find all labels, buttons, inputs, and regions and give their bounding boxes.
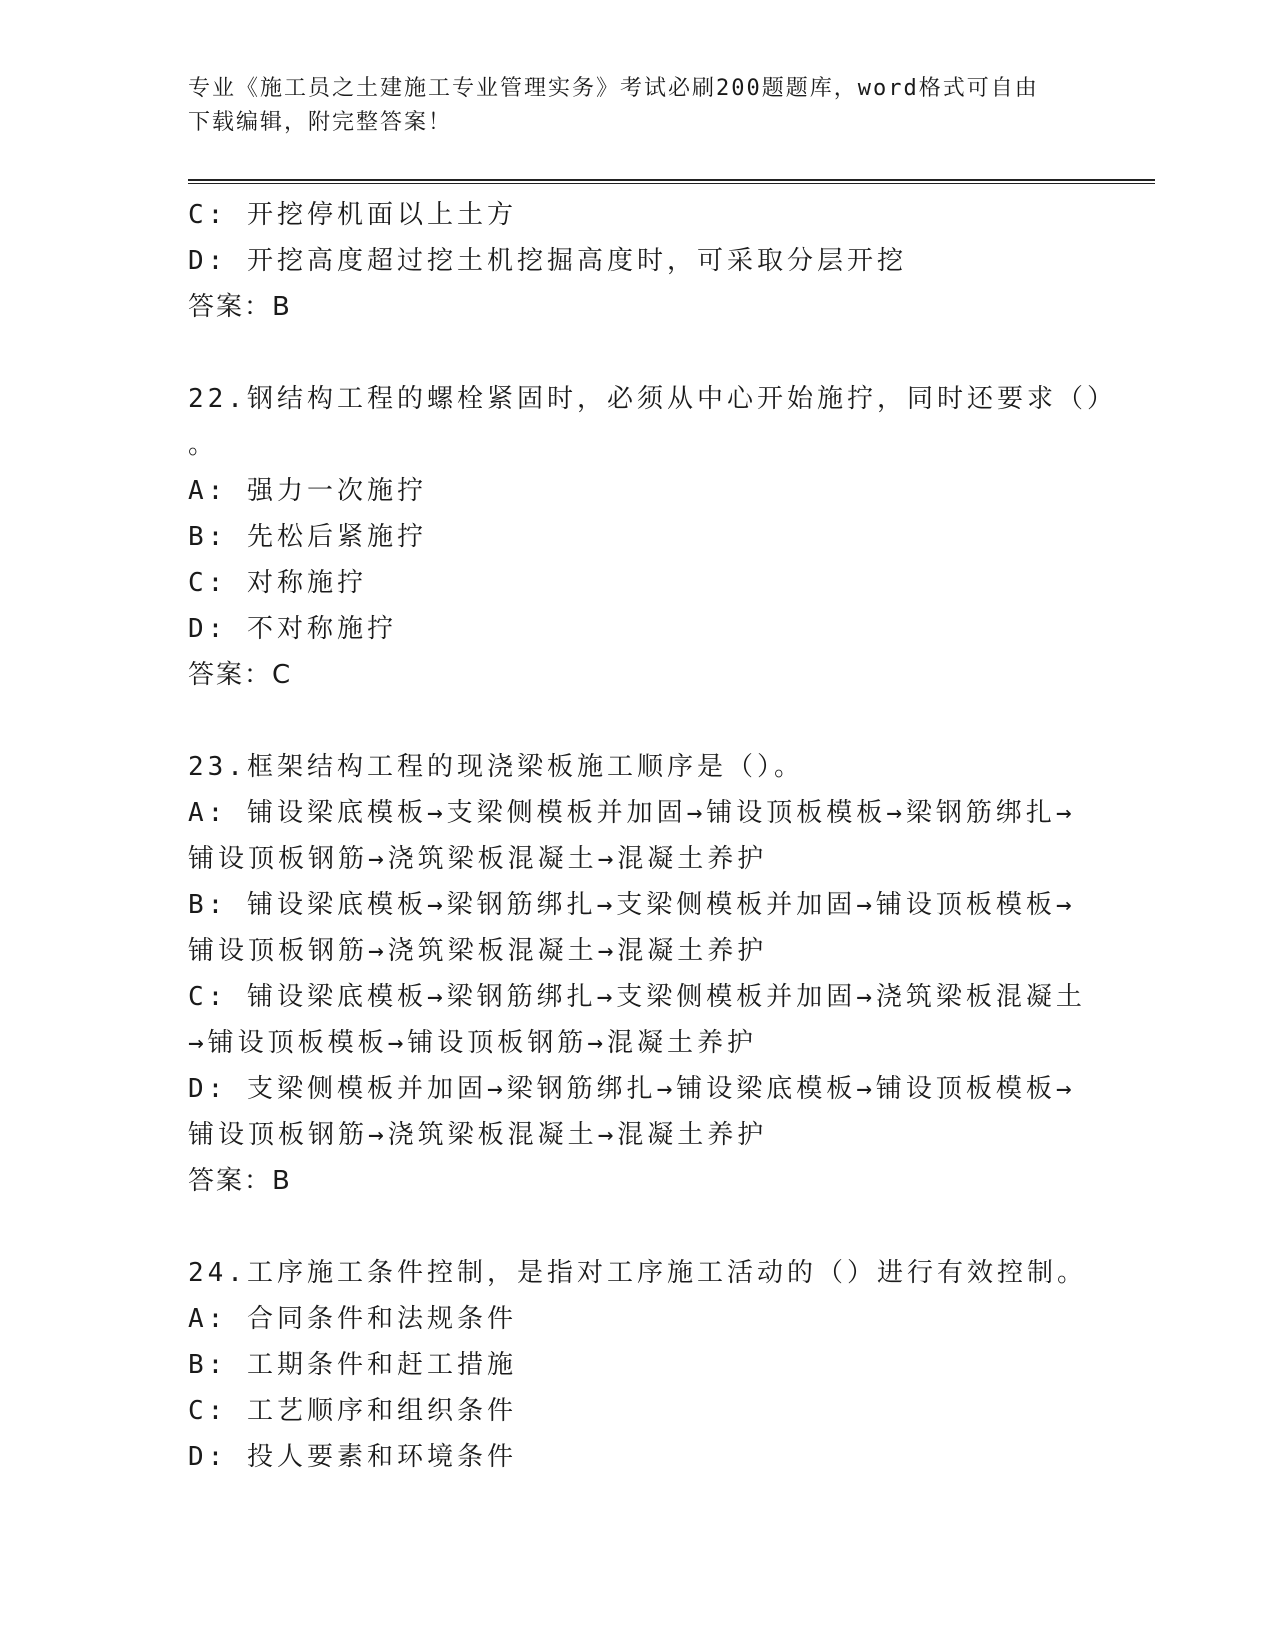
option-b: B: 工期条件和赶工措施: [188, 1350, 517, 1380]
option-b-continuation: 铺设顶板钢筋→浇筑梁板混凝土→混凝土养护: [188, 936, 768, 966]
option-c: C: 对称施拧: [188, 568, 367, 598]
question-23: [188, 744, 1088, 1204]
option-c: C: 铺设梁底模板→梁钢筋绑扎→支梁侧模板并加固→浇筑梁板混凝土: [188, 982, 1086, 1012]
header-title-line-1: 专业《施工员之土建施工专业管理实务》考试必刷200题题库，word格式可自由: [188, 76, 1039, 101]
question-stem: 23.框架结构工程的现浇梁板施工顺序是（）。: [188, 752, 804, 782]
option-d: D: 不对称施拧: [188, 614, 397, 644]
option-a: A: 合同条件和法规条件: [188, 1304, 517, 1334]
option-d-continuation: 铺设顶板钢筋→浇筑梁板混凝土→混凝土养护: [188, 1120, 768, 1150]
question-21-tail: [188, 192, 1088, 330]
header-divider-thin: [188, 183, 1155, 184]
answer-label: 答案：C: [188, 660, 293, 690]
question-24: [188, 1250, 1088, 1480]
question-stem: 22.钢结构工程的螺栓紧固时，必须从中心开始施拧，同时还要求（）: [188, 384, 1117, 414]
question-stem-continuation: 。: [188, 430, 219, 460]
answer-label: 答案：B: [188, 1166, 292, 1196]
option-d: D: 支梁侧模板并加固→梁钢筋绑扎→铺设梁底模板→铺设顶板模板→: [188, 1074, 1076, 1104]
question-stem: 24.工序施工条件控制，是指对工序施工活动的（）进行有效控制。: [188, 1258, 1087, 1288]
document-header: [188, 72, 1088, 140]
question-spacer: [188, 698, 1088, 744]
option-b: B: 先松后紧施拧: [188, 522, 427, 552]
question-list: [188, 192, 1117, 1480]
question-spacer: [188, 330, 1088, 376]
header-title-line-2: 下载编辑，附完整答案！: [188, 110, 453, 135]
option-c: C: 工艺顺序和组织条件: [188, 1396, 517, 1426]
option-a: A: 强力一次施拧: [188, 476, 427, 506]
option-d: D: 投人要素和环境条件: [188, 1442, 517, 1472]
option-b: B: 铺设梁底模板→梁钢筋绑扎→支梁侧模板并加固→铺设顶板模板→: [188, 890, 1076, 920]
answer-label: 答案：B: [188, 292, 292, 322]
header-divider-thick: [188, 179, 1155, 181]
question-spacer: [188, 1204, 1088, 1250]
option-c: C: 开挖停机面以上土方: [188, 200, 517, 230]
option-c-continuation: →铺设顶板模板→铺设顶板钢筋→混凝土养护: [188, 1028, 757, 1058]
option-a-continuation: 铺设顶板钢筋→浇筑梁板混凝土→混凝土养护: [188, 844, 768, 874]
question-22: [188, 376, 1117, 698]
option-a: A: 铺设梁底模板→支梁侧模板并加固→铺设顶板模板→梁钢筋绑扎→: [188, 798, 1076, 828]
option-d: D: 开挖高度超过挖土机挖掘高度时，可采取分层开挖: [188, 246, 907, 276]
